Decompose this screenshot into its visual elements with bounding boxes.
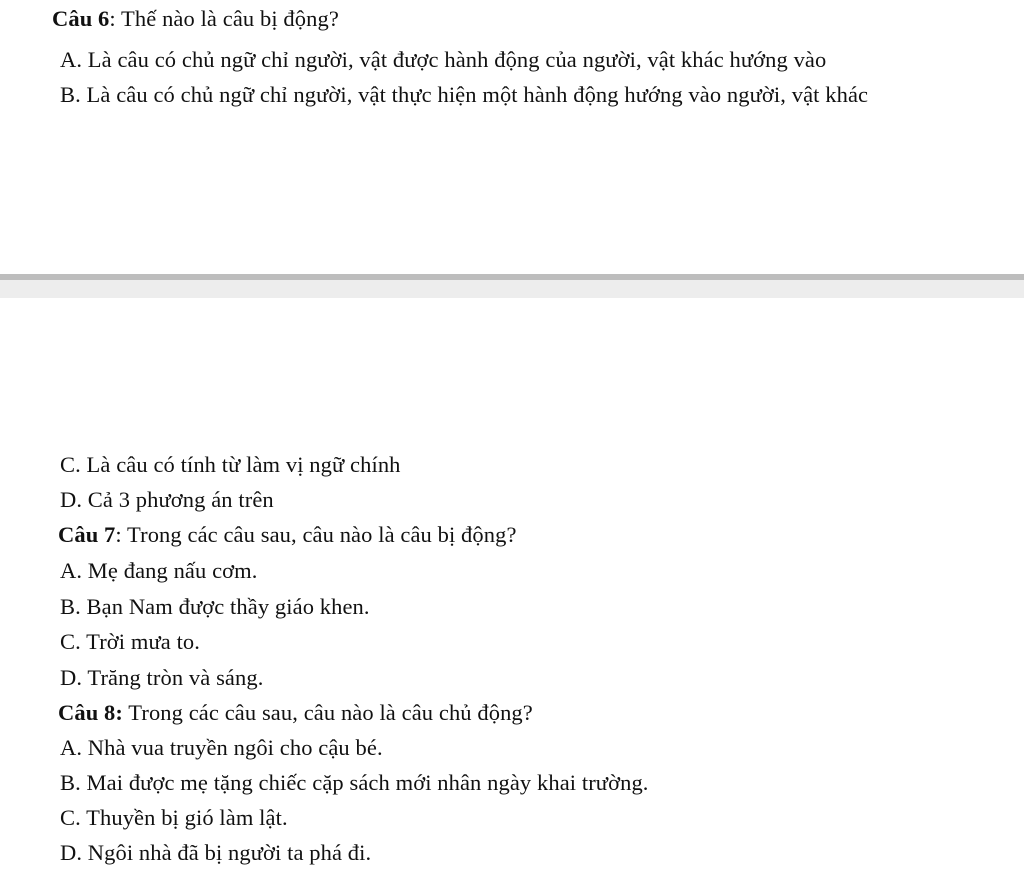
question-6-heading (52, 4, 339, 34)
question-7-option-c: C. Trời mưa to. (60, 629, 201, 654)
question-8-text: Trong các câu sau, câu nào là câu chủ động? (122, 700, 533, 725)
question-7-text: : Trong các câu sau, câu nào là câu bị động? (115, 522, 517, 547)
page-divider-band (0, 280, 1024, 298)
question-6-option-b: B. Là câu có chủ ngữ chỉ người, vật thực hiện một hành động hướng vào người, vật khác (60, 82, 869, 107)
question-8-heading (58, 698, 533, 728)
question-8-option-b: B. Mai được mẹ tặng chiếc cặp sách mới nhân ngày khai trường. (60, 770, 649, 795)
question-8-option-c: C. Thuyền bị gió làm lật. (60, 805, 288, 830)
question-6-text: : Thế nào là câu bị động? (109, 6, 339, 31)
question-7-heading (58, 520, 517, 550)
question-8-option-a: A. Nhà vua truyền ngôi cho cậu bé. (60, 735, 383, 760)
question-6-label: Câu 6 (52, 6, 110, 31)
question-7-option-b: B. Bạn Nam được thầy giáo khen. (60, 594, 370, 619)
question-7-option-d: D. Trăng tròn và sáng. (60, 665, 264, 690)
question-6-option-d: D. Cả 3 phương án trên (60, 487, 274, 512)
question-8-option-d: D. Ngôi nhà đã bị người ta phá đi. (60, 840, 372, 865)
question-7-option-a: A. Mẹ đang nấu cơm. (60, 558, 258, 583)
question-6-option-c: C. Là câu có tính từ làm vị ngữ chính (60, 452, 401, 477)
question-7-label: Câu 7 (58, 522, 116, 547)
question-8-label: Câu 8: (58, 700, 123, 725)
question-6-option-a: A. Là câu có chủ ngữ chỉ người, vật được hành động của người, vật khác hướng vào (60, 47, 827, 72)
